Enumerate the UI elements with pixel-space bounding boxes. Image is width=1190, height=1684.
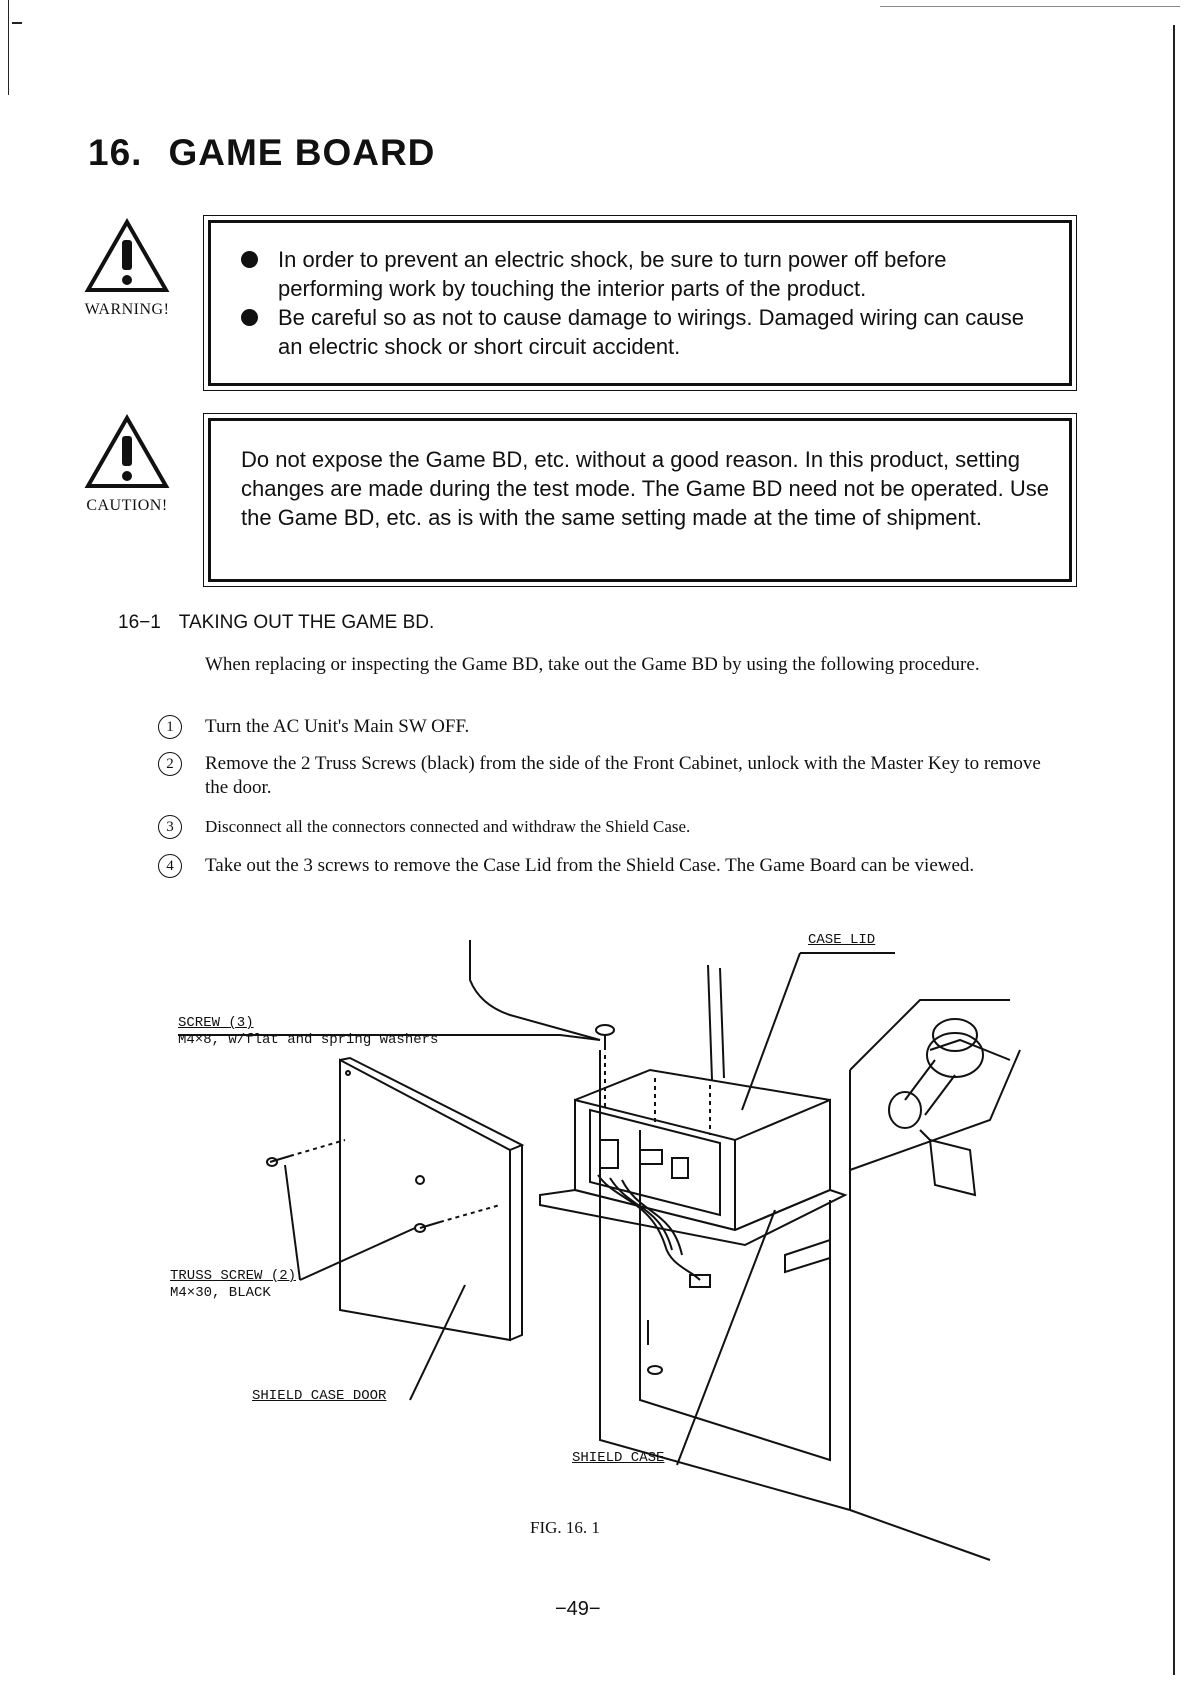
scan-mark [12,22,22,24]
subsection-title: TAKING OUT THE GAME BD. [178,612,435,633]
page-number: −49− [555,1598,601,1620]
label-truss-screw: TRUSS SCREW (2) M4×30, BLACK [170,1268,297,1301]
subsection-number: 16−1 [118,612,161,633]
scan-edge-right [1173,25,1175,1675]
caution-text: Do not expose the Game BD, etc. without a good reason. In this product, setting changes are made during the test mode. The Game BD need not be operated. Use the Game BD, etc. as is with the same setting made at the time of shipment. [241,447,1049,530]
figure-caption: FIG. 16. 1 [530,1518,600,1537]
warning-item: In order to prevent an electric shock, be sure to turn power off before performing work by touching the interior parts of the product. [223,245,1051,303]
label-screw: SCREW (3) M4×8, w/flat and spring washers [178,1015,439,1048]
section-number: 16. [88,132,143,173]
step-item: 1 Turn the AC Unit's Main SW OFF. [158,715,1058,739]
scan-edge-left [8,0,9,95]
step-item: 2 Remove the 2 Truss Screws (black) from the side of the Front Cabinet, unlock with the Master Key to remove the door. [158,752,1058,776]
warning-item: Be careful so as not to cause damage to wirings. Damaged wiring can cause an electric shock or short circuit accident. [223,303,1051,361]
label-shield-case-door: SHIELD CASE DOOR [252,1388,387,1404]
label-case-lid: CASE LID [808,932,876,948]
step-item: 3 Disconnect all the connectors connected and withdraw the Shield Case. [158,815,1058,839]
warning-label: WARNING! [84,301,170,318]
intro-paragraph: When replacing or inspecting the Game BD, take out the Game BD by using the following procedure. [205,654,980,675]
step-item: 4 Take out the 3 screws to remove the Case Lid from the Shield Case. The Game Board can be viewed. [158,854,1058,878]
label-shield-case: SHIELD CASE [572,1450,665,1466]
scan-edge-top [880,6,1180,7]
section-title: GAME BOARD [168,132,436,173]
caution-label: CAUTION! [86,497,168,514]
